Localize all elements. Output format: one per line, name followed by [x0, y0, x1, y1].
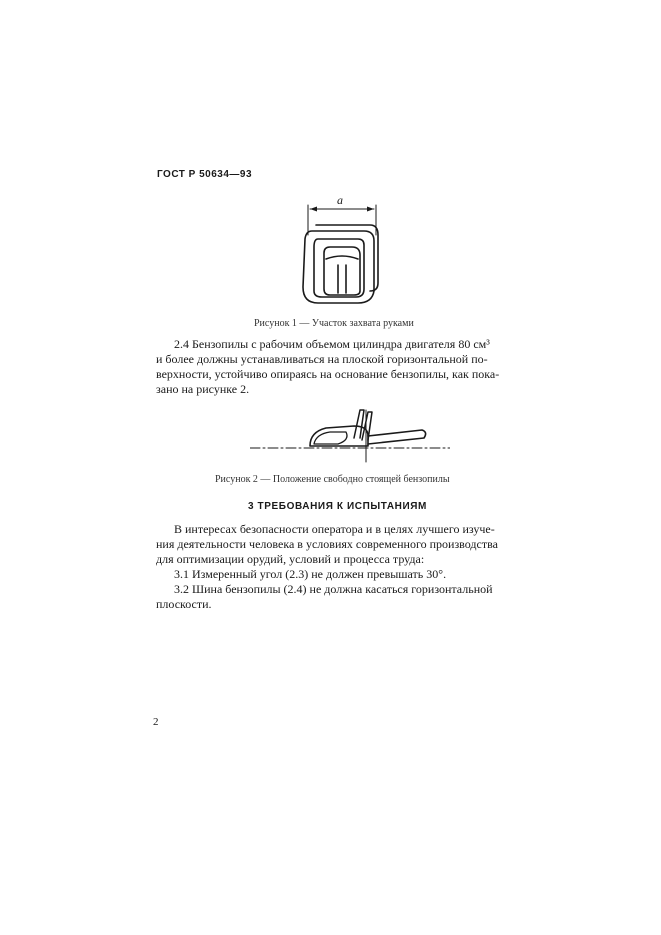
page-number: 2 — [153, 716, 159, 728]
figure-2-caption: Рисунок 2 — Положение свободно стоящей бензопилы — [215, 474, 450, 485]
figure-1-caption: Рисунок 1 — Участок захвата руками — [254, 318, 414, 329]
document-header: ГОСТ Р 50634—93 — [157, 169, 253, 180]
section-3-item-3-2-line-2: плоскости. — [156, 597, 212, 611]
section-3-body — [156, 522, 507, 612]
section-3-intro-line-3: для оптимизации орудий, условий и процесса труда: — [156, 552, 425, 566]
section-3-item-3-1: 3.1 Измеренный угол (2.3) не должен превышать 30°. — [174, 567, 447, 581]
clause-2-4-line-2: и более должны устанавливаться на плоской горизонтальной по- — [156, 352, 488, 366]
clause-2-4-line-1: 2.4 Бензопилы с рабочим объемом цилиндра двигателя 80 см³ — [174, 337, 490, 351]
clause-2-4 — [156, 337, 507, 397]
clause-2-4-line-4: зано на рисунке 2. — [156, 382, 250, 396]
figure-2-chainsaw-drawing — [250, 402, 450, 467]
figure-1-dimension-label: a — [337, 193, 343, 207]
section-3-title: 3 ТРЕБОВАНИЯ К ИСПЫТАНИЯМ — [248, 501, 427, 512]
section-3-item-3-2-line-1: 3.2 Шина бензопилы (2.4) не должна касаться горизонтальной — [174, 582, 493, 596]
section-3-intro-line-2: ния деятельности человека в условиях современного производства — [156, 537, 498, 551]
section-3-intro-line-1: В интересах безопасности оператора и в целях лучшего изуче- — [174, 522, 495, 536]
figure-1-handle-drawing — [290, 195, 390, 310]
clause-2-4-line-3: верхности, устойчиво опираясь на основание бензопилы, как пока- — [156, 367, 500, 381]
